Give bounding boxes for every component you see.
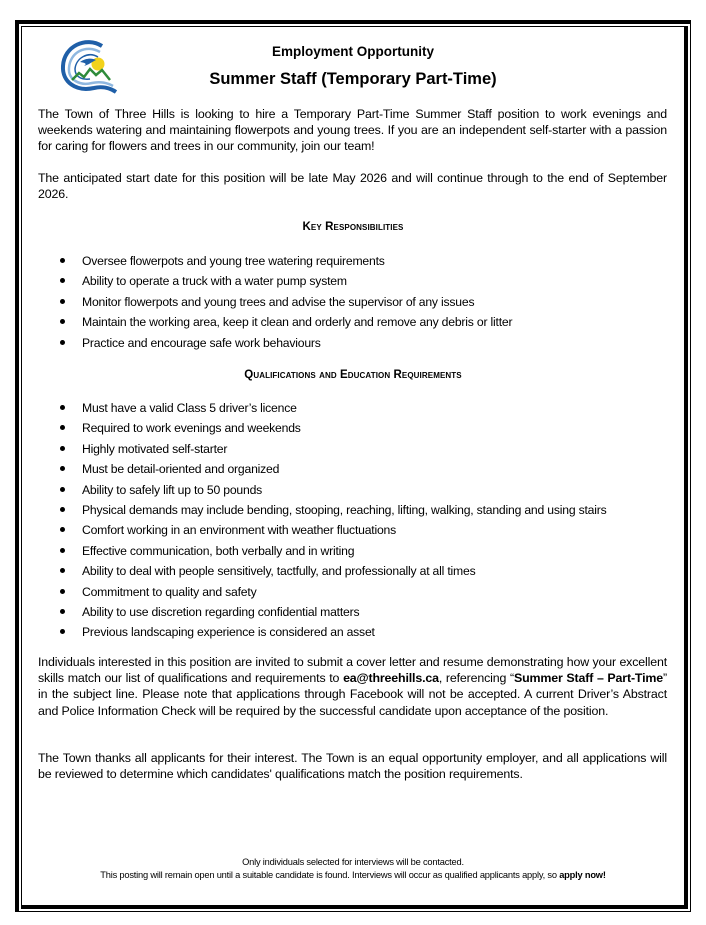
list-item: Ability to operate a truck with a water pump system: [58, 274, 678, 294]
bullet-icon: [60, 609, 65, 614]
closing-paragraph: The Town thanks all applicants for their interest. The Town is an equal opportunity employer, and all applications will be reviewed to determine which candidates' qualifications match the position requirements.: [38, 751, 667, 782]
footer-posting-note: This posting will remain open until a suitable candidate is found. Interviews will occur as qualified applicants apply, so apply now!: [100, 870, 606, 880]
list-item: Must be detail-oriented and organized: [58, 462, 678, 482]
bullet-icon: [60, 589, 65, 594]
position-title: Summer Staff (Temporary Part-Time): [209, 70, 497, 88]
bullet-icon: [60, 299, 65, 304]
list-item: Physical demands may include bending, stooping, reaching, lifting, walking, standing and using stairs: [58, 503, 678, 523]
list-item: Ability to use discretion regarding confidential matters: [58, 605, 678, 625]
bullet-icon: [60, 319, 65, 324]
list-item: Highly motivated self-starter: [58, 442, 678, 462]
bullet-icon: [60, 278, 65, 283]
list-item: Previous landscaping experience is considered an asset: [58, 625, 678, 645]
document-title: Employment Opportunity: [272, 44, 434, 59]
list-item: Commitment to quality and safety: [58, 585, 678, 605]
email-subject: Summer Staff – Part-Time: [513, 671, 664, 686]
list-item: Ability to deal with people sensitively, tactfully, and professionally at all times: [58, 564, 678, 584]
list-item: Oversee flowerpots and young tree watering requirements: [58, 254, 678, 274]
list-item: Effective communication, both verbally and in writing: [58, 544, 678, 564]
bullet-icon: [60, 487, 65, 492]
bullet-icon: [60, 446, 65, 451]
list-item: Must have a valid Class 5 driver’s licence: [58, 401, 678, 421]
bullet-icon: [60, 629, 65, 634]
section-title-qualifications: Qualifications and Education Requirements: [244, 369, 462, 381]
qualifications-list: [58, 401, 678, 646]
contact-email-link[interactable]: ea@threehills.ca: [343, 671, 439, 686]
bullet-icon: [60, 507, 65, 512]
bullet-icon: [60, 425, 65, 430]
responsibilities-list: [58, 254, 678, 354]
intro-paragraph-1: The Town of Three Hills is looking to hire a Temporary Part-Time Summer Staff position to work evenings and weekends watering and maintaining flowerpots and young trees. If you are an independent self-starter with a passion for caring for flowers and trees in our community, join our team!: [38, 107, 667, 154]
list-item: Practice and encourage safe work behaviours: [58, 336, 678, 354]
list-item: Monitor flowerpots and young trees and advise the supervisor of any issues: [58, 295, 678, 315]
section-title-responsibilities: Key Responsibilities: [302, 221, 404, 233]
application-paragraph: Individuals interested in this position are invited to submit a cover letter and resume demonstrating how your excellent skills match our list of qualifications and requirements to ea@threehills.ca, referencing “Summer Staff – Part-Time” in the subject line. Please note that applications through Facebook will not be accepted. A current Driver’s Abstract and Police Information Check will be required by the successful candidate upon acceptance of the position.: [38, 655, 667, 718]
list-item: Required to work evenings and weekends: [58, 421, 678, 441]
bullet-icon: [60, 548, 65, 553]
bullet-icon: [60, 405, 65, 410]
list-item: Comfort working in an environment with weather fluctuations: [58, 523, 678, 543]
intro-paragraph-2: The anticipated start date for this position will be late May 2026 and will continue through to the end of September 2026.: [38, 171, 667, 202]
bullet-icon: [60, 466, 65, 471]
bullet-icon: [60, 258, 65, 263]
list-item: Ability to safely lift up to 50 pounds: [58, 483, 678, 503]
bullet-icon: [60, 527, 65, 532]
bullet-icon: [60, 340, 65, 345]
bullet-icon: [60, 568, 65, 573]
footer-note: Only individuals selected for interviews will be contacted.: [242, 857, 464, 867]
list-item: Maintain the working area, keep it clean and orderly and remove any debris or litter: [58, 315, 678, 335]
apply-now-text: apply now!: [559, 870, 606, 880]
